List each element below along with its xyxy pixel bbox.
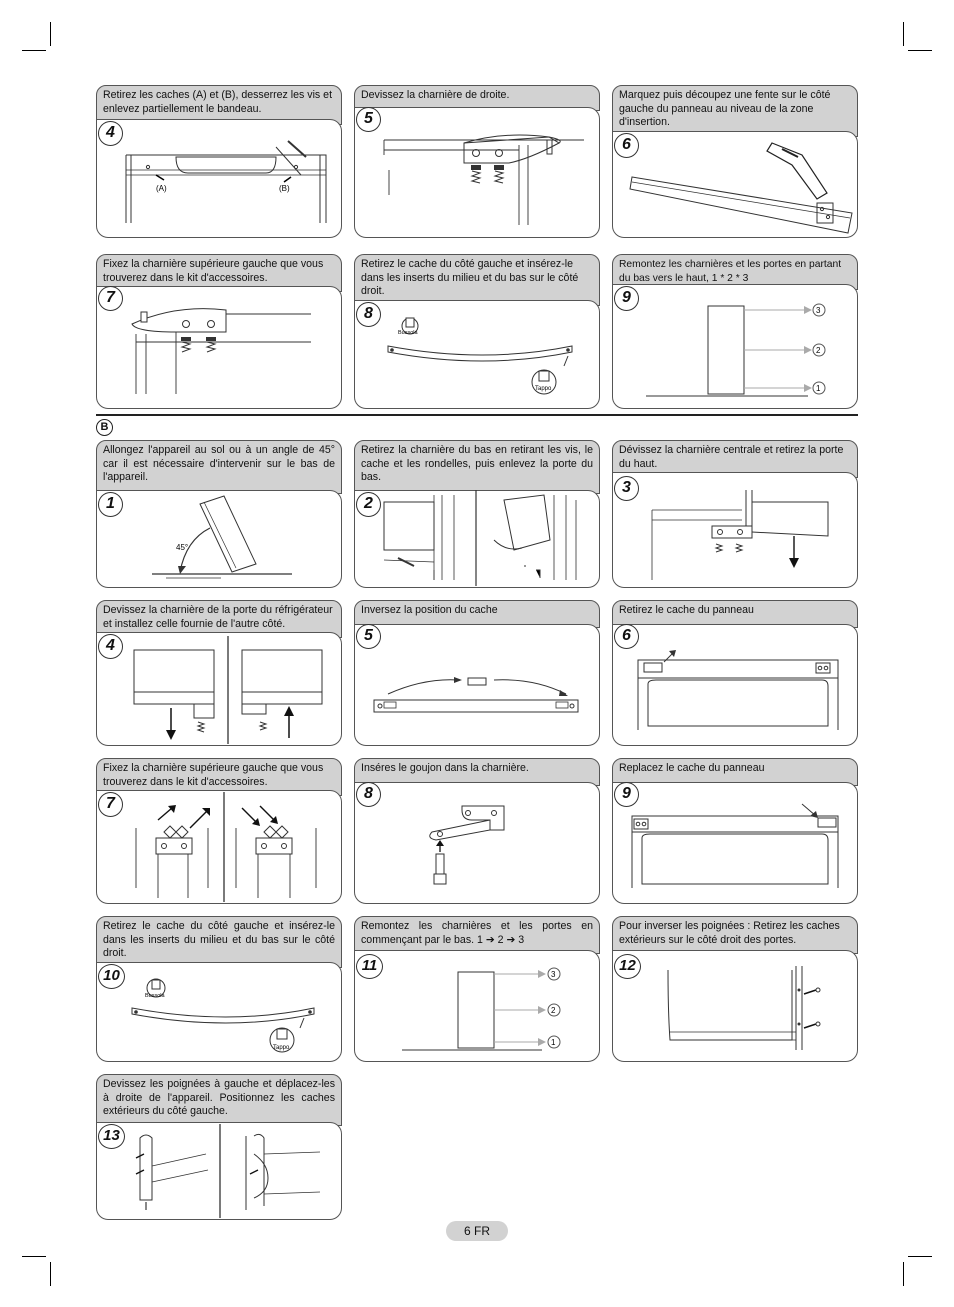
label-pos3: 3 bbox=[551, 970, 556, 979]
step-number: 12 bbox=[614, 954, 641, 979]
step-number: 5 bbox=[356, 624, 381, 649]
step-b11 bbox=[354, 916, 600, 1062]
step-number: 10 bbox=[98, 964, 125, 989]
crop-mark bbox=[50, 1262, 51, 1286]
label-pos2: 2 bbox=[551, 1006, 556, 1015]
step-caption: Fixez la charnière supérieure gauche que vous trouverez dans le kit d'accessoires. bbox=[96, 758, 342, 796]
step-a8 bbox=[354, 254, 600, 409]
crop-mark bbox=[908, 1256, 932, 1257]
center-hinge-illustration bbox=[612, 440, 858, 588]
step-caption: Retirez le cache du panneau bbox=[612, 600, 858, 628]
step-number: 11 bbox=[356, 954, 383, 979]
step-number: 8 bbox=[356, 782, 381, 807]
label-bussola: Bussola bbox=[398, 330, 418, 336]
step-number: 2 bbox=[356, 492, 381, 517]
step-caption: Retirez le cache du côté gauche et insérez-le dans les inserts du milieu et du bas sur le côté droit. bbox=[96, 916, 342, 968]
page-number: 6 FR bbox=[446, 1221, 508, 1241]
step-caption: Remontez les charnières et les portes en commençant par le bas. 1 ➔ 2 ➔ 3 bbox=[354, 916, 600, 954]
label-cap-b: (B) bbox=[279, 184, 290, 193]
step-b5 bbox=[354, 600, 600, 746]
step-caption: Inversez la position du cache bbox=[354, 600, 600, 628]
step-a5 bbox=[354, 85, 600, 238]
reassembly-order-illustration bbox=[612, 254, 858, 409]
step-b8 bbox=[354, 758, 600, 904]
right-hinge-illustration bbox=[354, 85, 600, 238]
step-b3 bbox=[612, 440, 858, 588]
step-caption: Replacez le cache du panneau bbox=[612, 758, 858, 786]
step-b10 bbox=[96, 916, 342, 1062]
step-caption: Retirez les caches (A) et (B), desserrez les vis et enlevez partiellement le bandeau. bbox=[96, 85, 342, 125]
cover-swap-illustration bbox=[354, 600, 600, 746]
upper-left-hinge-illustration bbox=[96, 254, 342, 409]
step-number: 4 bbox=[98, 121, 123, 146]
step-a7 bbox=[96, 254, 342, 409]
bottom-hinge-removal-illustration bbox=[354, 440, 600, 588]
step-b13 bbox=[96, 1074, 342, 1220]
crop-mark bbox=[22, 1256, 46, 1257]
step-b7 bbox=[96, 758, 342, 904]
step-number: 9 bbox=[614, 782, 639, 807]
handle-relocation-illustration bbox=[96, 1074, 342, 1220]
upper-hinge-install-illustration bbox=[96, 758, 342, 904]
step-caption: Devissez la charnière de droite. bbox=[354, 85, 600, 111]
label-pos3: 3 bbox=[816, 306, 821, 315]
crop-mark bbox=[903, 1262, 904, 1286]
step-number: 13 bbox=[98, 1124, 125, 1149]
label-tappo: Tappo bbox=[273, 1045, 290, 1051]
crop-mark bbox=[22, 50, 46, 51]
step-caption: Devissez les poignées à gauche et déplacez-les à droite de l'appareil. Positionnez les caches extérieurs du côté gauche. bbox=[96, 1074, 342, 1126]
step-a6 bbox=[612, 85, 858, 238]
cover-insert-illustration bbox=[354, 254, 600, 409]
crop-mark bbox=[903, 22, 904, 46]
label-tappo: Tappo bbox=[535, 386, 552, 392]
label-angle: 45° bbox=[176, 543, 189, 552]
step-b1 bbox=[96, 440, 342, 588]
label-bussola: Bussola bbox=[145, 993, 165, 999]
step-number: 6 bbox=[614, 133, 639, 158]
panel-cover-replace-illustration bbox=[612, 758, 858, 904]
step-caption: Retirez le cache du côté gauche et insérez-le dans les inserts du milieu et du bas sur le côté droit. bbox=[354, 254, 600, 306]
step-number: 7 bbox=[98, 286, 123, 311]
step-number: 6 bbox=[614, 624, 639, 649]
step-b12 bbox=[612, 916, 858, 1062]
step-caption: Dévissez la charnière centrale et retirez la porte du haut. bbox=[612, 440, 858, 478]
step-number: 9 bbox=[614, 286, 639, 311]
label-pos1: 1 bbox=[551, 1038, 556, 1047]
label-pos2: 2 bbox=[816, 346, 821, 355]
step-caption: Inséres le goujon dans la charnière. bbox=[354, 758, 600, 786]
step-number: 7 bbox=[98, 792, 123, 817]
panel-cover-remove-illustration bbox=[612, 600, 858, 746]
step-caption: Allongez l'appareil au sol ou à un angle de 45° car il est nécessaire d'intervenir sur le bas de l'appareil. bbox=[96, 440, 342, 494]
reassembly-order-illustration bbox=[354, 916, 600, 1062]
cover-insert-illustration bbox=[96, 916, 342, 1062]
crop-mark bbox=[50, 22, 51, 46]
hinge-cover-illustration bbox=[96, 85, 342, 238]
step-a9 bbox=[612, 254, 858, 409]
step-caption: Remontez les charnières et les portes en partant du bas vers le haut, 1 * 2 * 3 bbox=[612, 254, 858, 290]
step-number: 3 bbox=[614, 476, 639, 501]
step-caption: Marquez puis découpez une fente sur le côté gauche du panneau au niveau de la zone d'insertion. bbox=[612, 85, 858, 137]
section-divider bbox=[96, 414, 858, 416]
label-cap-a: (A) bbox=[156, 184, 167, 193]
section-marker-b: B bbox=[96, 419, 113, 436]
step-number: 8 bbox=[356, 302, 381, 327]
step-caption: Retirez la charnière du bas en retirant les vis, le cache et les rondelles, puis enlevez la porte du bas. bbox=[354, 440, 600, 494]
handle-cover-illustration bbox=[612, 916, 858, 1062]
fridge-door-hinge-illustration bbox=[96, 600, 342, 746]
crop-mark bbox=[908, 50, 932, 51]
step-caption: Fixez la charnière supérieure gauche que vous trouverez dans le kit d'accessoires. bbox=[96, 254, 342, 292]
cutter-panel-illustration bbox=[612, 85, 858, 238]
step-caption: Devissez la charnière de la porte du réfrigérateur et installez celle fournie de l'autre côté. bbox=[96, 600, 342, 638]
pin-insert-illustration bbox=[354, 758, 600, 904]
label-pos1: 1 bbox=[816, 384, 821, 393]
step-number: 5 bbox=[356, 107, 381, 132]
step-number: 1 bbox=[98, 492, 123, 517]
step-a4 bbox=[96, 85, 342, 238]
tilt-appliance-illustration bbox=[96, 440, 342, 588]
step-b9 bbox=[612, 758, 858, 904]
step-b4 bbox=[96, 600, 342, 746]
step-b2 bbox=[354, 440, 600, 588]
step-b6 bbox=[612, 600, 858, 746]
step-caption: Pour inverser les poignées : Retirez les caches extérieurs sur le côté droit des portes. bbox=[612, 916, 858, 954]
step-number: 4 bbox=[98, 634, 123, 659]
